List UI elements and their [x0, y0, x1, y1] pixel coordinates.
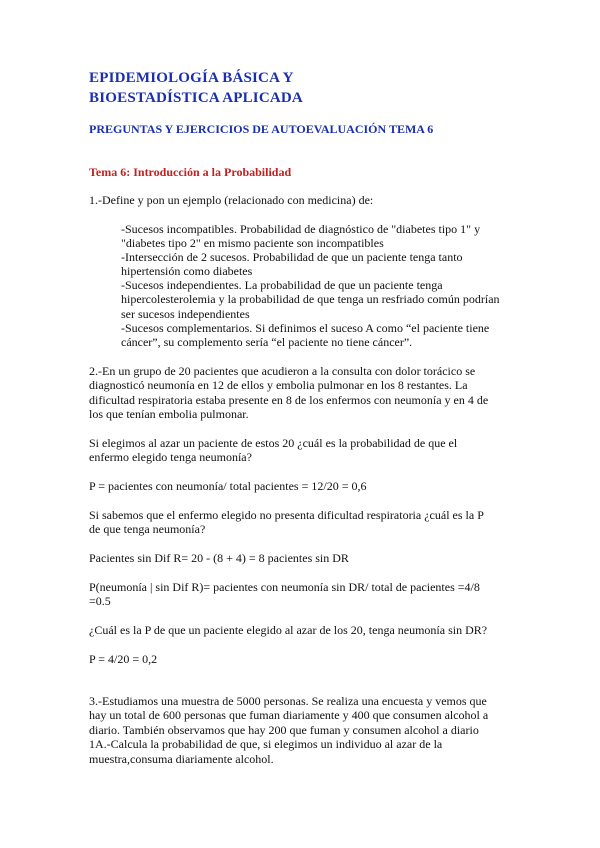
q2a-question	[89, 436, 509, 465]
q2b-answer-line-2: =0.5	[89, 594, 111, 609]
title-line-2: BIOESTADÍSTICA APLICADA	[89, 90, 303, 106]
q2b-question-line-2: de que tenga neumonía?	[89, 522, 206, 537]
q1-item-incompatibles	[121, 222, 511, 251]
q2-intro-line-2: diagnosticó neumonía en 12 de ellos y embolia pulmonar en los 8 restantes. La	[89, 378, 468, 393]
q2a-answer: P = pacientes con neumonía/ total pacientes = 12/20 = 0,6	[89, 479, 367, 493]
document-title	[89, 68, 303, 108]
q1-item-3-line-3: ser sucesos independientes	[121, 306, 250, 321]
q2-intro-line-3: dificultad respiratoria estaba presente en 8 de los enfermos con neumonía y en 4 de	[89, 392, 489, 407]
q1-item-2-line-1: -Intersección de 2 sucesos. Probabilidad de que un paciente tenga tanto	[121, 250, 463, 264]
q2b-step: Pacientes sin Dif R= 20 - (8 + 4) = 8 pacientes sin DR	[89, 551, 349, 565]
document-subtitle: PREGUNTAS Y EJERCICIOS DE AUTOEVALUACIÓN TEMA 6	[89, 122, 434, 136]
q1-item-3-line-1: -Sucesos independientes. La probabilidad de que un paciente tenga	[121, 278, 443, 292]
q1-prompt: 1.-Define y pon un ejemplo (relacionado con medicina) de:	[89, 193, 374, 207]
q2a-question-line-1: Si elegimos al azar un paciente de estos 20 ¿cuál es la probabilidad de que el	[89, 436, 458, 450]
title-line-1: EPIDEMIOLOGÍA BÁSICA Y	[89, 70, 294, 86]
q3-line-4: 1A.-Calcula la probabilidad de que, si elegimos un individuo al azar de la	[89, 737, 443, 752]
q3-text	[89, 694, 509, 766]
q3-line-2: hay un total de 600 personas que fuman diariamente y 400 que consumen alcohol a	[89, 708, 489, 723]
q1-item-3-line-2: hipercolesterolemia y la probabilidad de que tenga un resfriado común podrían	[121, 292, 500, 307]
q1-item-4-line-1: -Sucesos complementarios. Si definimos el suceso A como “el paciente tiene	[121, 321, 490, 335]
q2b-answer	[89, 580, 509, 609]
q3-line-5: muestra,consuma diariamente alcohol.	[89, 751, 274, 766]
q2b-question	[89, 508, 509, 537]
q1-item-4-line-2: cáncer”, su complemento sería “el paciente no tiene cáncer”.	[121, 335, 413, 350]
q1-item-independientes	[121, 278, 511, 321]
section-heading: Tema 6: Introducción a la Probabilidad	[89, 165, 292, 179]
q2a-question-line-2: enfermo elegido tenga neumonía?	[89, 450, 252, 465]
q2c-answer: P = 4/20 = 0,2	[89, 652, 158, 666]
q2b-question-line-1: Si sabemos que el enfermo elegido no presenta dificultad respiratoria ¿cuál es la P	[89, 508, 484, 522]
q1-item-1-line-2: "diabetes tipo 2" en mismo paciente son incompatibles	[121, 236, 384, 251]
q2-intro-line-1: 2.-En un grupo de 20 pacientes que acudieron a la consulta con dolor torácico se	[89, 364, 476, 378]
q1-item-interseccion	[121, 250, 511, 279]
q3-line-3: diario. También observamos que hay 200 que fuman y consumen alcohol a diario	[89, 722, 479, 737]
q2c-question: ¿Cuál es la P de que un paciente elegido al azar de los 20, tenga neumonía sin DR?	[89, 623, 488, 637]
q2b-answer-line-1: P(neumonía | sin Dif R)= pacientes con neumonía sin DR/ total de pacientes =4/8	[89, 580, 480, 594]
q1-item-complementarios	[121, 321, 511, 350]
q1-item-1-line-1: -Sucesos incompatibles. Probabilidad de diagnóstico de "diabetes tipo 1" y	[121, 222, 481, 236]
q3-line-1: 3.-Estudiamos una muestra de 5000 personas. Se realiza una encuesta y vemos que	[89, 694, 487, 708]
q2-intro-line-4: los que tenían embolia pulmonar.	[89, 407, 249, 422]
q1-item-2-line-2: hipertensión como diabetes	[121, 264, 253, 279]
q2-intro	[89, 364, 509, 422]
